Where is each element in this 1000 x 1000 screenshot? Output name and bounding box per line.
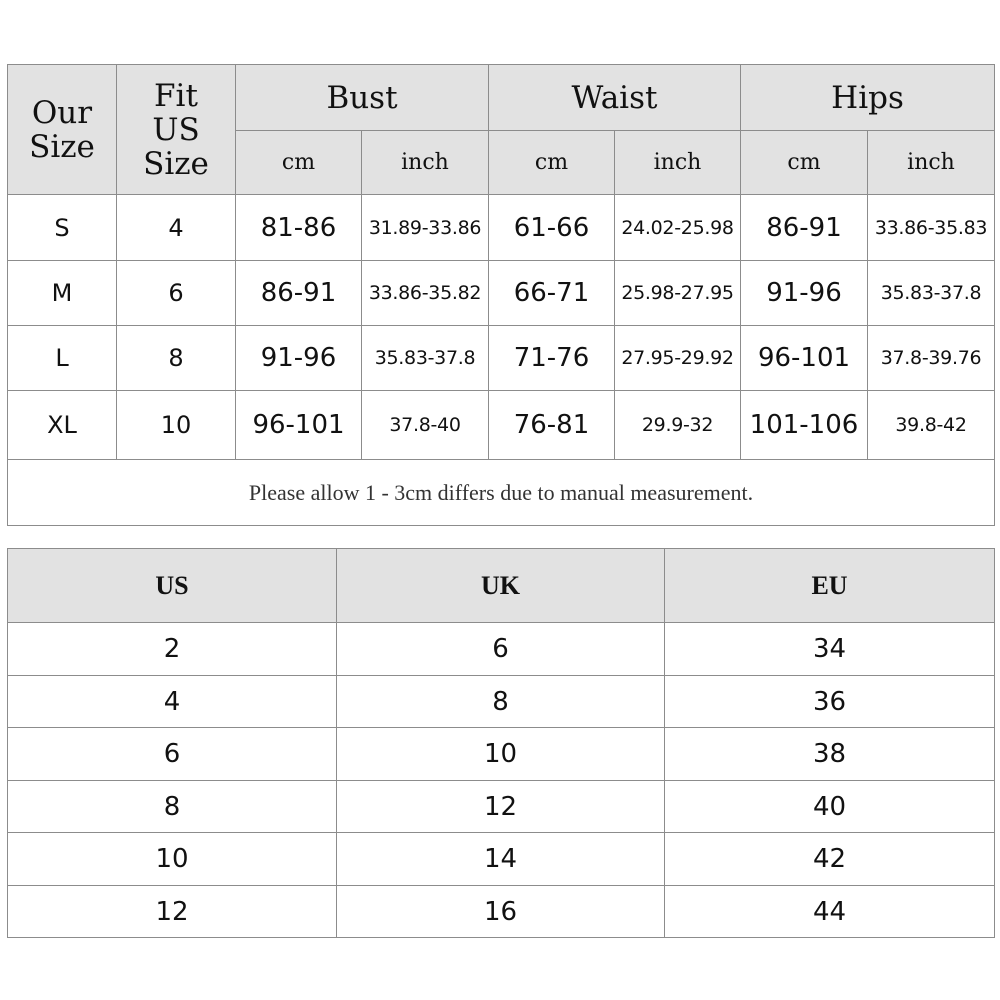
us-cell: 8: [8, 781, 337, 833]
size-row: [8, 326, 995, 391]
size-row: [8, 261, 995, 326]
bust-cm-cell: 86-91: [236, 261, 362, 326]
waist-cm-cell: 66-71: [489, 261, 615, 326]
waist-inch-cell: 27.95-29.92: [615, 326, 741, 391]
bust-inch-cell: 33.86-35.82: [362, 261, 489, 326]
uk-cell: 12: [337, 781, 665, 833]
hips-cm-cell: 86-91: [741, 195, 868, 261]
conversion-row: [8, 623, 995, 676]
eu-cell: 36: [665, 676, 995, 728]
bust-cm-cell: 96-101: [236, 391, 362, 460]
hips-cm-header: cm: [741, 131, 868, 195]
waist-header: Waist: [489, 65, 741, 131]
conversion-row: [8, 781, 995, 833]
us-cell: 10: [8, 833, 337, 886]
waist-inch-cell: 24.02-25.98: [615, 195, 741, 261]
hips-header: Hips: [741, 65, 995, 131]
our-size-cell: S: [8, 195, 117, 261]
us-cell: 2: [8, 623, 337, 676]
uk-cell: 16: [337, 886, 665, 938]
hips-cm-cell: 101-106: [741, 391, 868, 460]
us-header: US: [8, 549, 337, 623]
conversion-row: [8, 728, 995, 781]
size-conversion-table: [7, 548, 995, 938]
hips-inch-cell: 35.83-37.8: [868, 261, 995, 326]
bust-cm-cell: 91-96: [236, 326, 362, 391]
us-size-cell: 10: [117, 391, 236, 460]
bust-cm-cell: 81-86: [236, 195, 362, 261]
hips-cm-cell: 91-96: [741, 261, 868, 326]
bust-inch-cell: 37.8-40: [362, 391, 489, 460]
our-size-cell: L: [8, 326, 117, 391]
measurement-note: Please allow 1 - 3cm differs due to manual measurement.: [8, 460, 995, 526]
size-row: [8, 391, 995, 460]
waist-cm-cell: 61-66: [489, 195, 615, 261]
hips-inch-cell: 37.8-39.76: [868, 326, 995, 391]
eu-cell: 34: [665, 623, 995, 676]
hips-inch-cell: 33.86-35.83: [868, 195, 995, 261]
bust-header: Bust: [236, 65, 489, 131]
our-size-header: Our Size: [8, 65, 117, 195]
bust-inch-cell: 35.83-37.8: [362, 326, 489, 391]
waist-inch-header: inch: [615, 131, 741, 195]
uk-cell: 6: [337, 623, 665, 676]
eu-header: EU: [665, 549, 995, 623]
conversion-row: [8, 886, 995, 938]
our-size-cell: M: [8, 261, 117, 326]
waist-inch-cell: 29.9-32: [615, 391, 741, 460]
uk-cell: 14: [337, 833, 665, 886]
conversion-row: [8, 833, 995, 886]
size-chart-table: [7, 64, 995, 526]
waist-cm-cell: 71-76: [489, 326, 615, 391]
hips-inch-header: inch: [868, 131, 995, 195]
us-size-cell: 8: [117, 326, 236, 391]
eu-cell: 44: [665, 886, 995, 938]
bust-inch-header: inch: [362, 131, 489, 195]
us-cell: 4: [8, 676, 337, 728]
eu-cell: 38: [665, 728, 995, 781]
waist-cm-header: cm: [489, 131, 615, 195]
fit-us-size-header: Fit US Size: [117, 65, 236, 195]
us-cell: 12: [8, 886, 337, 938]
waist-inch-cell: 25.98-27.95: [615, 261, 741, 326]
us-size-cell: 6: [117, 261, 236, 326]
hips-inch-cell: 39.8-42: [868, 391, 995, 460]
bust-cm-header: cm: [236, 131, 362, 195]
uk-cell: 10: [337, 728, 665, 781]
uk-cell: 8: [337, 676, 665, 728]
eu-cell: 42: [665, 833, 995, 886]
bust-inch-cell: 31.89-33.86: [362, 195, 489, 261]
waist-cm-cell: 76-81: [489, 391, 615, 460]
size-row: [8, 195, 995, 261]
us-size-cell: 4: [117, 195, 236, 261]
conversion-row: [8, 676, 995, 728]
hips-cm-cell: 96-101: [741, 326, 868, 391]
us-cell: 6: [8, 728, 337, 781]
our-size-cell: XL: [8, 391, 117, 460]
eu-cell: 40: [665, 781, 995, 833]
uk-header: UK: [337, 549, 665, 623]
